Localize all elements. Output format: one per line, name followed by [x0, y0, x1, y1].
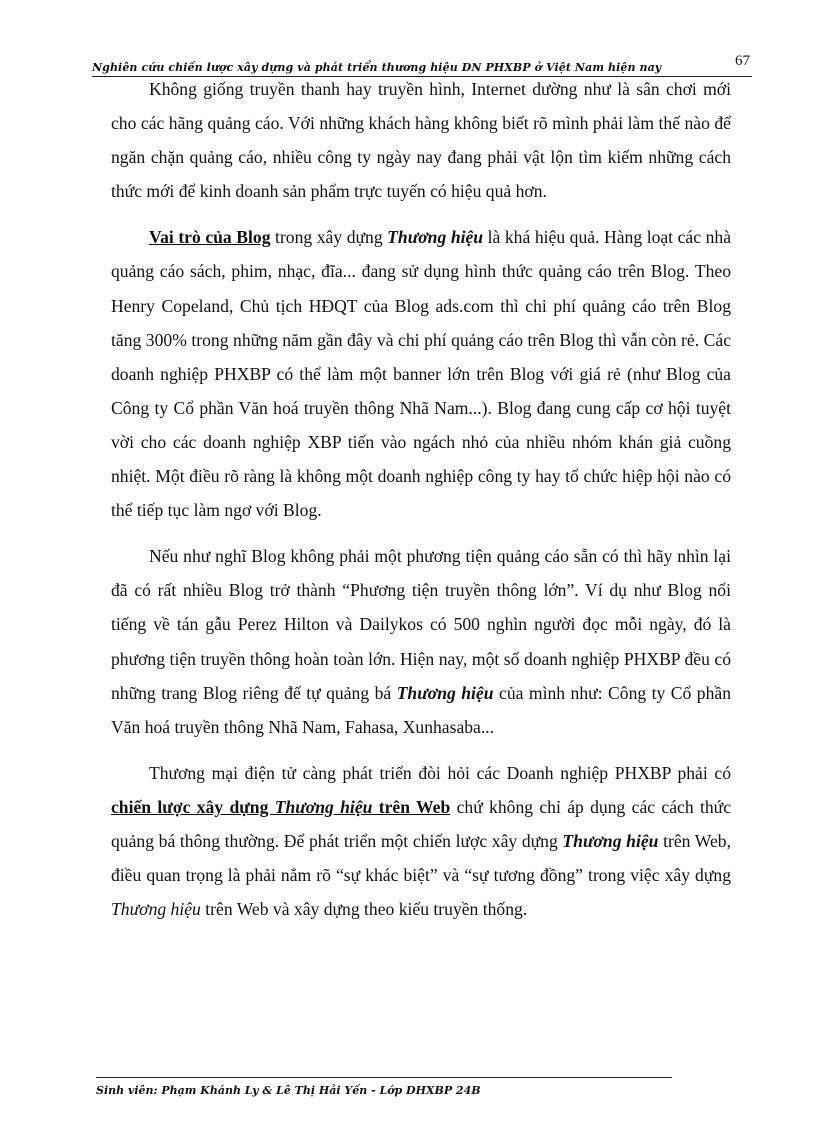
section-heading-web-strategy: chiến lược xây dựng [111, 796, 275, 817]
emphasis-brand: Thương hiệu [396, 682, 494, 703]
footer-divider [96, 1077, 672, 1078]
emphasis-brand: Thương hiệu [274, 796, 373, 817]
body-text [111, 72, 731, 926]
page-number: 67 [735, 53, 750, 69]
section-heading-blog-role: Vai trò của Blog [149, 227, 271, 248]
emphasis-brand-italic: Thương hiệu [111, 899, 201, 920]
page-footer: Sinh viên: Phạm Khánh Ly & Lê Thị Hải Yến - Lớp DHXBP 24B [96, 1084, 481, 1097]
header-title: Nghiên cứu chiến lược xây dựng và phát triển thương hiệu DN PHXBP ở Việt Nam hiện nay [92, 61, 662, 74]
paragraph-internet: Không giống truyền thanh hay truyền hình, Internet dường như là sân chơi mới cho các hãng quảng cáo. Với những khách hàng không biết rõ mình phải làm thế nào để ngăn chặn quảng cáo, nhiều công ty ngày nay đang phải vật lộn tìm kiếm những cách thức mới để kinh doanh sản phẩm trực tuyến có hiệu quả hơn. [111, 79, 731, 202]
paragraph-blog-role: Vai trò của Blog trong xây dựng Thương hiệu là khá hiệu quả. Hàng loạt các nhà quảng cáo sách, phim, nhạc, đĩa... đang sử dụng hình thức quảng cáo trên Blog. Theo Henry Copeland, Chủ tịch HĐQT của Blog ads.com thì chi phí quảng cáo trên Blog tăng 300% trong những năm gần đây và chi phí quảng cáo trên Blog thì vẫn còn rẻ. Các doanh nghiệp PHXBP có thể làm một banner lớn trên Blog với giá rẻ (như Blog của Công ty Cổ phần Văn hoá truyền thông Nhã Nam...). Blog đang cung cấp cơ hội tuyệt vời cho các doanh nghiệp XBP tiến vào ngách nhỏ của nhiều nhóm khán giả cuồng nhiệt. Một điều rõ ràng là không một doanh nghiệp công ty hay tổ chức hiệp hội nào có thể tiếp tục làm ngơ với Blog. [111, 227, 732, 521]
paragraph-blog-media: Nếu như nghĩ Blog không phải một phương tiện quảng cáo sẵn có thì hãy nhìn lại đã có rất nhiều Blog trở thành “Phương tiện truyền thông lớn”. Ví dụ như Blog nổi tiếng về tán gẫu Perez Hilton và Dailykos có 500 nghìn người đọc mỗi ngày, đó là phương tiện truyền thông hoàn toàn lớn. Hiện nay, một số doanh nghiệp PHXBP đều có những trang Blog riêng để tự quảng bá Thương hiệu của mình như: Công ty Cổ phần Văn hoá truyền thông Nhã Nam, Fahasa, Xunhasaba... [111, 546, 732, 737]
paragraph-ecommerce: Thương mại điện tử càng phát triển đòi hỏi các Doanh nghiệp PHXBP phải có chiến lược xây dựng Thương hiệu trên Web chứ không chỉ áp dụng các cách thức quảng bá thông thường. Để phát triển một chiến lược xây dựng Thương hiệu trên Web, điều quan trọng là phải nắm rõ “sự khác biệt” và “sự tương đồng” trong việc xây dựng Thương hiệu trên Web và xây dựng theo kiểu truyền thống. [111, 762, 731, 920]
emphasis-brand: Thương hiệu [387, 227, 484, 248]
emphasis-brand: Thương hiệu [562, 830, 659, 851]
